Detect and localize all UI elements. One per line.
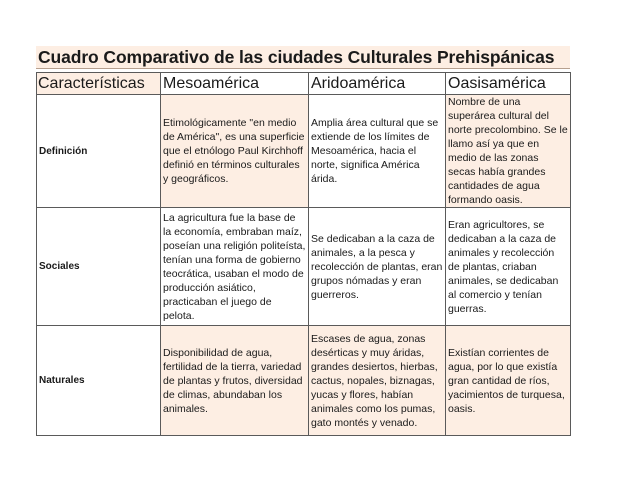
cell-text: La agricultura fue la base de la economía, embraban maíz, poseían una religión politeísta, tenían una forma de gobierno teocrática, usaban el modo de producción asiático, practicaban el juego de pelota.	[163, 211, 306, 322]
table-row-naturales	[37, 326, 571, 436]
row-label-naturales: Naturales	[37, 326, 161, 436]
cell-naturales-oasisamerica	[446, 326, 571, 436]
cell-text: Existían corrientes de agua, por lo que existía gran cantidad de ríos, yacimientos de turquesa, oasis.	[448, 346, 565, 415]
cell-definicion-aridoamerica	[309, 95, 446, 208]
cell-naturales-aridoamerica	[309, 326, 446, 436]
page-title: Cuadro Comparativo de las ciudades Culturales Prehispánicas	[38, 47, 555, 67]
cell-text: Nombre de una superárea cultural del norte precolombino. Se le llamo así ya que en medio de las zonas secas había grandes cantidades de agua formando oasis.	[448, 96, 568, 206]
header-oasisamerica: Oasisamérica	[446, 73, 571, 95]
cell-naturales-mesoamerica	[161, 326, 309, 436]
cell-sociales-oasisamerica	[446, 208, 571, 326]
cell-text: Amplia área cultural que se extiende de los límites de Mesoamérica, hacia el norte, significa América árida.	[311, 117, 439, 185]
cell-definicion-mesoamerica	[161, 95, 309, 208]
table-row-definicion	[37, 95, 571, 208]
header-row	[37, 73, 571, 95]
comparison-table	[36, 72, 571, 436]
cell-text: Se dedicaban a la caza de animales, a la pesca y recolección de plantas, eran grupos nómadas y eran guerreros.	[311, 232, 443, 301]
table-row-sociales	[37, 208, 571, 326]
cell-text: Etimológicamente "en medio de América", es una superficie que el etnólogo Paul Kirchhoff definió en términos culturales y geográficos.	[163, 117, 305, 185]
cell-definicion-oasisamerica	[446, 95, 571, 208]
cell-sociales-mesoamerica	[161, 208, 309, 326]
row-label-sociales: Sociales	[37, 208, 161, 326]
cell-text: Escases de agua, zonas desérticas y muy áridas, grandes desiertos, hierbas, cactus, nopales, biznagas, yucas y flores, habían animales como los pumas, gato montés y venado.	[311, 332, 438, 429]
cell-text: Eran agricultores, se dedicaban a la caza de animales y recolección de plantas, criaban animales, se dedicaban al comercio y tenían guerras.	[448, 218, 559, 315]
row-label-definicion: Definición	[37, 95, 161, 208]
cell-sociales-aridoamerica	[309, 208, 446, 326]
cell-text: Disponibilidad de agua, fertilidad de la tierra, variedad de plantas y frutos, diversidad de climas, abundaban los animales.	[163, 346, 303, 415]
header-caracteristicas: Características	[37, 73, 161, 95]
header-aridoamerica: Aridoamérica	[309, 73, 446, 95]
title-bar	[36, 46, 570, 69]
header-mesoamerica: Mesoamérica	[161, 73, 309, 95]
